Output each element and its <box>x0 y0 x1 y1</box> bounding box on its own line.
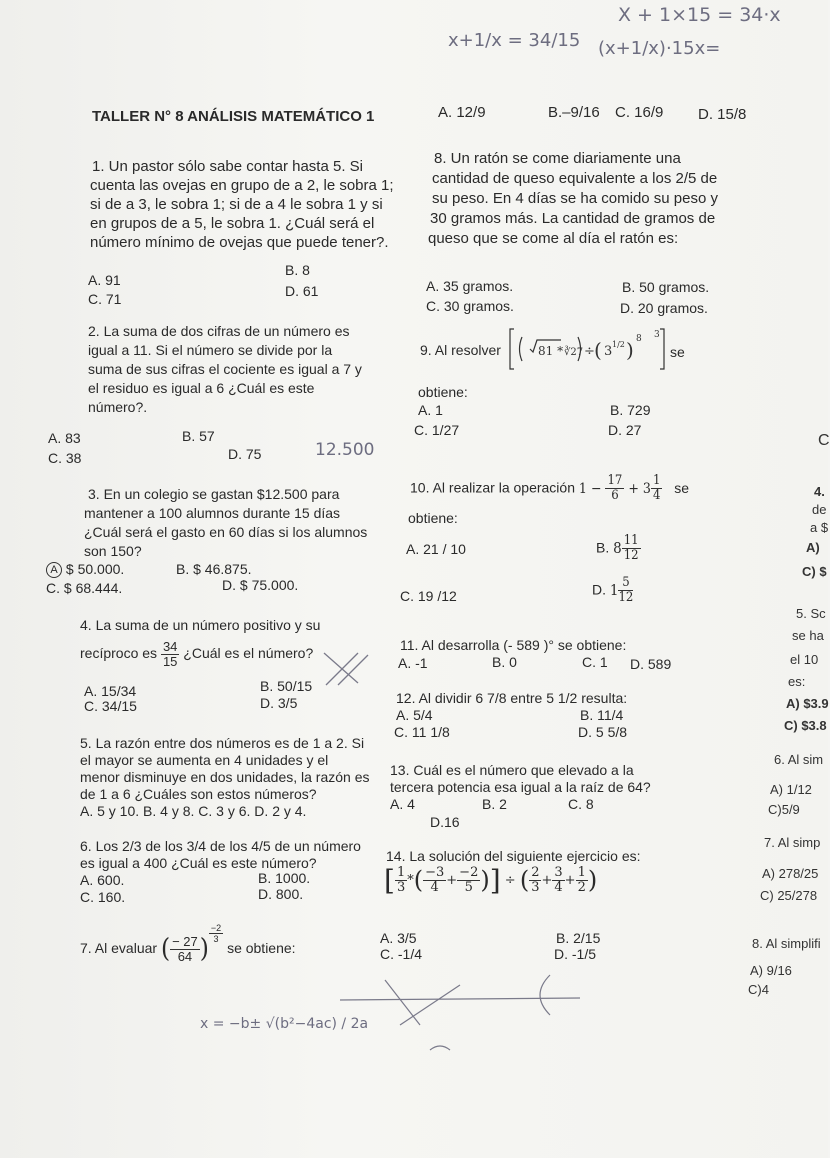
q3-option-d: D. $ 75.000. <box>222 577 299 593</box>
handwritten-number: 12.500 <box>315 440 375 460</box>
q13-option-b: B. 2 <box>482 796 507 812</box>
edge-text: C)4 <box>748 982 769 997</box>
q5-line: menor disminuye en dos unidades, la razón es <box>80 769 370 785</box>
edge-text: 5. Sc <box>796 606 826 621</box>
q2-option-c: C. 38 <box>48 450 82 466</box>
edge-text: A) <box>806 540 820 555</box>
q2-line: número?. <box>88 399 148 415</box>
q7-exponent <box>209 923 223 944</box>
circled-answer-icon: A <box>46 562 62 578</box>
fraction-numerator: − 27 <box>172 934 198 949</box>
q13-option-d: D.16 <box>430 814 460 830</box>
handwritten-cross-mark <box>318 645 378 695</box>
handwritten-scribbles <box>330 970 590 1070</box>
q6-option-c: C. 160. <box>80 889 126 905</box>
q2-line: el residuo es igual a 6 ¿Cuál es este <box>88 380 315 396</box>
q8-option-c: C. 30 gramos. <box>426 298 514 314</box>
svg-text:∛27: ∛27 <box>564 347 584 358</box>
q10-option-b: B. 8 $\frac{11}{12}$ <box>596 533 639 563</box>
svg-text:8: 8 <box>636 334 642 344</box>
q14-expression: [ $\frac{1}{3}$ *( $\frac{-3}{4}$ + $\frac{-2}{5}$ )] ÷ ( $\frac{2}{3}$ + $\frac{3}{4}$ + $\frac{1}{2}$ ) <box>384 864 598 897</box>
q8-line: 8. Un ratón se come diariamente una <box>434 150 681 167</box>
right-paren: ) <box>199 934 209 964</box>
q8-line: queso que se come al día el ratón es: <box>428 230 679 247</box>
top-option-d: D. 15/8 <box>698 106 747 123</box>
handwritten-equation-1: x+1/x = 34/15 <box>448 30 581 51</box>
q9-line-2: obtiene: <box>418 384 468 400</box>
edge-text: C) $3.8 <box>784 718 827 733</box>
q8-option-a: A. 35 gramos. <box>426 278 514 294</box>
exponent-numerator: −2 <box>210 923 222 933</box>
q14-option-b: B. 2/15 <box>556 930 601 946</box>
q3-option-c: C. $ 68.444. <box>46 580 123 596</box>
q4-option-c: C. 34/15 <box>84 698 137 714</box>
q1-line: si de a 3, le sobra 1; si de a 4 le sobra 1 y si <box>90 196 383 213</box>
q10-pre: 10. Al realizar la operación <box>410 479 575 496</box>
edge-text: 7. Al simp <box>764 835 821 850</box>
q4-option-a: A. 15/34 <box>84 683 137 699</box>
q9-option-c: C. 1/27 <box>414 422 460 438</box>
q2-option-a: A. 83 <box>48 430 81 446</box>
q12-option-d: D. 5 5/8 <box>578 724 628 740</box>
q14-option-a: A. 3/5 <box>380 930 417 946</box>
q10-option-c: C. 19 /12 <box>400 588 457 604</box>
q10-expression: 1 − $\frac{17}{6}$ + 3 $\frac{1}{4}$ <box>578 473 661 503</box>
q10-line <box>410 474 689 503</box>
top-option-b: B.–9/16 <box>548 104 600 121</box>
handwritten-quadratic-formula: x = −b± √(b²−4ac) / 2a <box>200 1016 369 1032</box>
q9-option-a: A. 1 <box>418 402 443 418</box>
q14-option-c: C. -1/4 <box>380 946 423 962</box>
q11-option-b: B. 0 <box>492 654 517 670</box>
q5-line: el mayor se aumenta en 4 unidades y el <box>80 752 329 768</box>
edge-text: A) 278/25 <box>762 866 819 881</box>
q8-line: cantidad de queso equivalente a los 2/5 de <box>432 170 718 187</box>
q6-option-a: A. 600. <box>80 872 125 888</box>
q5-line: 5. La razón entre dos números es de 1 a 2. Si <box>80 735 365 751</box>
q9-post: se <box>670 344 685 360</box>
fraction-numerator: 34 <box>162 639 178 654</box>
q6-option-d: D. 800. <box>258 886 304 902</box>
q10-post: se <box>674 479 690 496</box>
edge-text: es: <box>788 674 806 689</box>
q4-post: ¿Cuál es el número? <box>183 645 314 662</box>
edge-text: se ha <box>792 628 824 643</box>
edge-text: 8. Al simplifi <box>752 936 821 951</box>
edge-text: 4. <box>814 484 825 499</box>
q6-line: es igual a 400 ¿Cuál es este número? <box>80 855 317 871</box>
q3-line: mantener a 100 alumnos durante 15 días <box>84 505 341 521</box>
q8-line: 30 gramos más. La cantidad de gramos de <box>430 210 716 227</box>
q5-options: A. 5 y 10. B. 4 y 8. C. 3 y 6. D. 2 y 4. <box>80 803 307 819</box>
q1-option-c: C. 71 <box>88 291 122 307</box>
handwritten-equation-2: (x+1/x)·15x= <box>598 38 721 59</box>
q3-option-b: B. $ 46.875. <box>176 561 252 577</box>
svg-text:÷: ÷ <box>584 344 595 359</box>
q9-expression <box>508 325 666 373</box>
q10-option-b-letter: B. <box>596 539 610 556</box>
q4-option-b: B. 50/15 <box>260 678 313 694</box>
q3-option-a-text: $ 50.000. <box>65 561 125 577</box>
q14-option-d: D. -1/5 <box>554 946 597 962</box>
q10-option-d-letter: D. <box>592 581 606 598</box>
q1-option-a: A. 91 <box>88 272 121 288</box>
q7-post: se obtiene: <box>227 940 296 957</box>
q4-pre: recíproco es <box>80 645 158 662</box>
q9-pre: 9. Al resolver <box>420 342 501 358</box>
edge-text: de <box>812 502 827 517</box>
q4-line: 4. La suma de un número positivo y su <box>80 617 321 633</box>
svg-text:): ) <box>626 338 634 362</box>
q11-option-a: A. -1 <box>398 655 428 671</box>
edge-text: A) 9/16 <box>750 963 792 978</box>
edge-text: C) 25/278 <box>760 888 818 903</box>
svg-text:(: ( <box>594 338 602 362</box>
question-7 <box>80 923 296 964</box>
q11-option-c: C. 1 <box>582 654 608 670</box>
q7-fraction <box>170 935 200 964</box>
q12-line: 12. Al dividir 6 7/8 entre 5 1/2 resulta: <box>396 690 628 706</box>
q13-option-c: C. 8 <box>568 796 594 812</box>
q14-line: 14. La solución del siguiente ejercicio es: <box>386 848 641 864</box>
page-title: TALLER N° 8 ANÁLISIS MATEMÁTICO 1 <box>92 108 375 125</box>
q5-line: de 1 a 6 ¿Cuáles son estos números? <box>80 786 317 802</box>
q4-fraction <box>161 640 179 669</box>
edge-text: C)5/9 <box>768 802 800 817</box>
edge-text: 6. Al sim <box>774 752 824 767</box>
left-paren: ( <box>160 934 171 964</box>
q2-line: igual a 11. Si el número se divide por la <box>88 342 333 358</box>
q8-line: su peso. En 4 días se ha comido su peso y <box>432 190 719 207</box>
q4-option-d: D. 3/5 <box>260 695 298 711</box>
q3-line: ¿Cuál será el gasto en 60 días si los alumnos <box>84 524 368 540</box>
q10-option-a: A. 21 / 10 <box>406 541 466 557</box>
q12-option-b: B. 11/4 <box>580 707 624 723</box>
q2-option-b: B. 57 <box>182 428 215 444</box>
q2-line: suma de sus cifras el cociente es igual a 7 y <box>88 361 362 377</box>
top-option-a: A. 12/9 <box>438 104 486 121</box>
q11-line: 11. Al desarrolla (- 589 )° se obtiene: <box>400 637 627 653</box>
q6-line: 6. Los 2/3 de los 3/4 de los 4/5 de un número <box>80 838 361 854</box>
svg-text:1/2: 1/2 <box>612 340 625 349</box>
q1-line: número mínimo de ovejas que puede tener?. <box>90 234 389 251</box>
svg-text:3: 3 <box>604 344 613 359</box>
q1-line: en grupos de a 5, le sobra 1. ¿Cuál será el <box>90 215 375 232</box>
q6-option-b: B. 1000. <box>258 870 311 886</box>
q13-line: tercera potencia esa igual a la raíz de 64? <box>390 779 651 795</box>
svg-text:81 *: 81 * <box>538 344 564 358</box>
top-option-c: C. 16/9 <box>615 104 664 121</box>
q3-line: son 150? <box>84 543 142 559</box>
q2-option-d: D. 75 <box>228 446 262 462</box>
q10-line-2: obtiene: <box>408 510 458 526</box>
q8-option-d: D. 20 gramos. <box>620 300 708 316</box>
q11-option-d: D. 589 <box>630 656 672 672</box>
q2-line: 2. La suma de dos cifras de un número es <box>88 323 350 339</box>
q4-line-2 <box>80 640 313 669</box>
q1-option-b: B. 8 <box>285 262 310 278</box>
fraction-denominator: 15 <box>162 654 178 669</box>
q13-option-a: A. 4 <box>390 796 415 812</box>
q12-option-a: A. 5/4 <box>396 707 433 723</box>
edge-text: A) $3.9 <box>786 696 829 711</box>
q8-option-b: B. 50 gramos. <box>622 279 710 295</box>
edge-text: C <box>818 432 830 449</box>
q1-line: cuenta las ovejas en grupo de a 2, le sobra 1; <box>90 177 394 194</box>
q3-option-a <box>46 561 124 578</box>
svg-text:3: 3 <box>654 330 660 340</box>
q9-option-d: D. 27 <box>608 422 642 438</box>
exponent-denominator: 3 <box>213 934 219 944</box>
q9-option-b: B. 729 <box>610 402 651 418</box>
q12-option-c: C. 11 1/8 <box>394 724 450 740</box>
q1-option-d: D. 61 <box>285 283 319 299</box>
edge-text: A) 1/12 <box>770 782 812 797</box>
q13-line: 13. Cuál es el número que elevado a la <box>390 762 634 778</box>
q7-pre: 7. Al evaluar <box>80 940 158 957</box>
edge-text: C) $ <box>802 564 827 579</box>
edge-text: a $ <box>810 520 829 535</box>
q1-line: 1. Un pastor sólo sabe contar hasta 5. Si <box>92 158 363 175</box>
q3-line: 3. En un colegio se gastan $12.500 para <box>88 486 340 502</box>
edge-text: el 10 <box>790 652 819 667</box>
q10-option-d: D. 1 $\frac{5}{12}$ <box>592 575 634 605</box>
fraction-denominator: 64 <box>177 949 193 964</box>
handwritten-equation-top: X + 1×15 = 34·x <box>618 4 781 26</box>
